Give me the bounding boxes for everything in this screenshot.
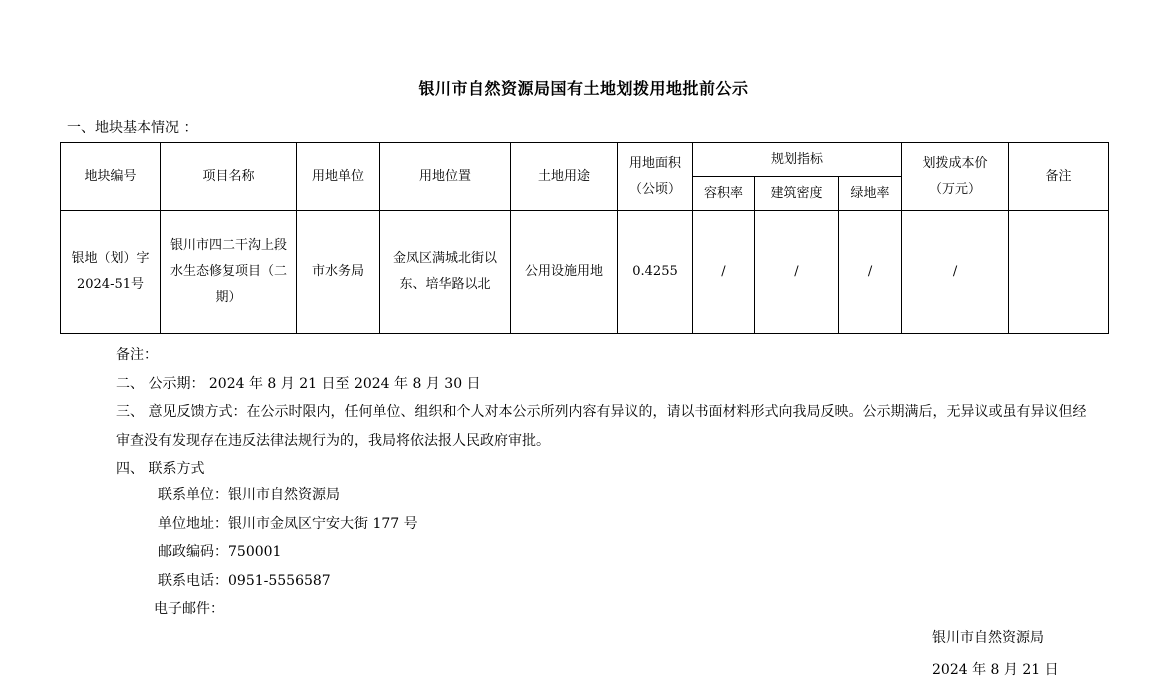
header-area-line2: （公顷）	[628, 181, 681, 197]
notes-block	[116, 341, 1096, 484]
header-land-user: 用地单位	[297, 143, 380, 211]
cell-plot-no: 银地（划）字2024-51号	[61, 211, 161, 334]
contact-phone: 联系电话：0951-5556587	[158, 572, 331, 589]
remark-label: 备注：	[116, 347, 158, 363]
cell-remarks	[1009, 211, 1109, 334]
page-title: 银川市自然资源局国有土地划拨用地批前公示	[418, 79, 749, 98]
table-row	[61, 211, 1109, 334]
section-heading-plot-info: 一、地块基本情况 ：	[67, 120, 198, 136]
header-project-name: 项目名称	[161, 143, 297, 211]
header-cost-line2: （万元）	[929, 181, 982, 197]
cell-building-density: /	[755, 211, 839, 334]
publicity-period: 二、 公示期： 2024 年 8 月 21 日至 2024 年 8 月 30 日	[116, 375, 481, 392]
contact-heading: 四、 联系方式	[116, 461, 205, 478]
contact-unit: 联系单位：银川市自然资源局	[158, 487, 340, 503]
signoff-date: 2024 年 8 月 21 日	[932, 662, 1059, 678]
header-land-use: 土地用途	[511, 143, 618, 211]
signoff-block	[932, 622, 1059, 686]
cell-location: 金凤区满城北街以东、培华路以北	[380, 211, 511, 334]
cell-cost: /	[902, 211, 1009, 334]
header-plot-no: 地块编号	[61, 143, 161, 211]
cell-far: /	[693, 211, 755, 334]
contact-address: 单位地址：银川市金凤区宁安大街 177 号	[158, 515, 418, 532]
header-building-density: 建筑密度	[755, 177, 839, 211]
feedback-method: 三、 意见反馈方式：在公示时限内，任何单位、组织和个人对本公示所列内容有异议的，请以书面材料形式向我局反映。公示期满后，无异议或虽有异议但经审查没有发现存在违反法律法规行为的，我局将依法报人民政府审批。	[116, 404, 1087, 449]
cell-project-name: 银川市四二干沟上段水生态修复项目（二期）	[161, 211, 297, 334]
header-far: 容积率	[693, 177, 755, 211]
contact-block	[154, 481, 418, 624]
header-cost	[902, 143, 1009, 211]
plot-info-table	[60, 142, 1109, 334]
cell-land-use: 公用设施用地	[511, 211, 618, 334]
contact-postcode: 邮政编码：750001	[158, 544, 282, 561]
header-cost-line1: 划拨成本价	[922, 155, 988, 171]
cell-land-user: 市水务局	[297, 211, 380, 334]
header-location: 用地位置	[380, 143, 511, 211]
cell-green-ratio: /	[839, 211, 902, 334]
contact-email: 电子邮件：	[154, 601, 224, 618]
header-area-line1: 用地面积	[628, 155, 681, 171]
header-green-ratio: 绿地率	[839, 177, 902, 211]
signoff-org: 银川市自然资源局	[932, 630, 1044, 646]
header-planning-indicators: 规划指标	[693, 143, 902, 177]
header-area	[618, 143, 693, 211]
header-remarks: 备注	[1009, 143, 1109, 211]
cell-area: 0.4255	[618, 211, 693, 334]
